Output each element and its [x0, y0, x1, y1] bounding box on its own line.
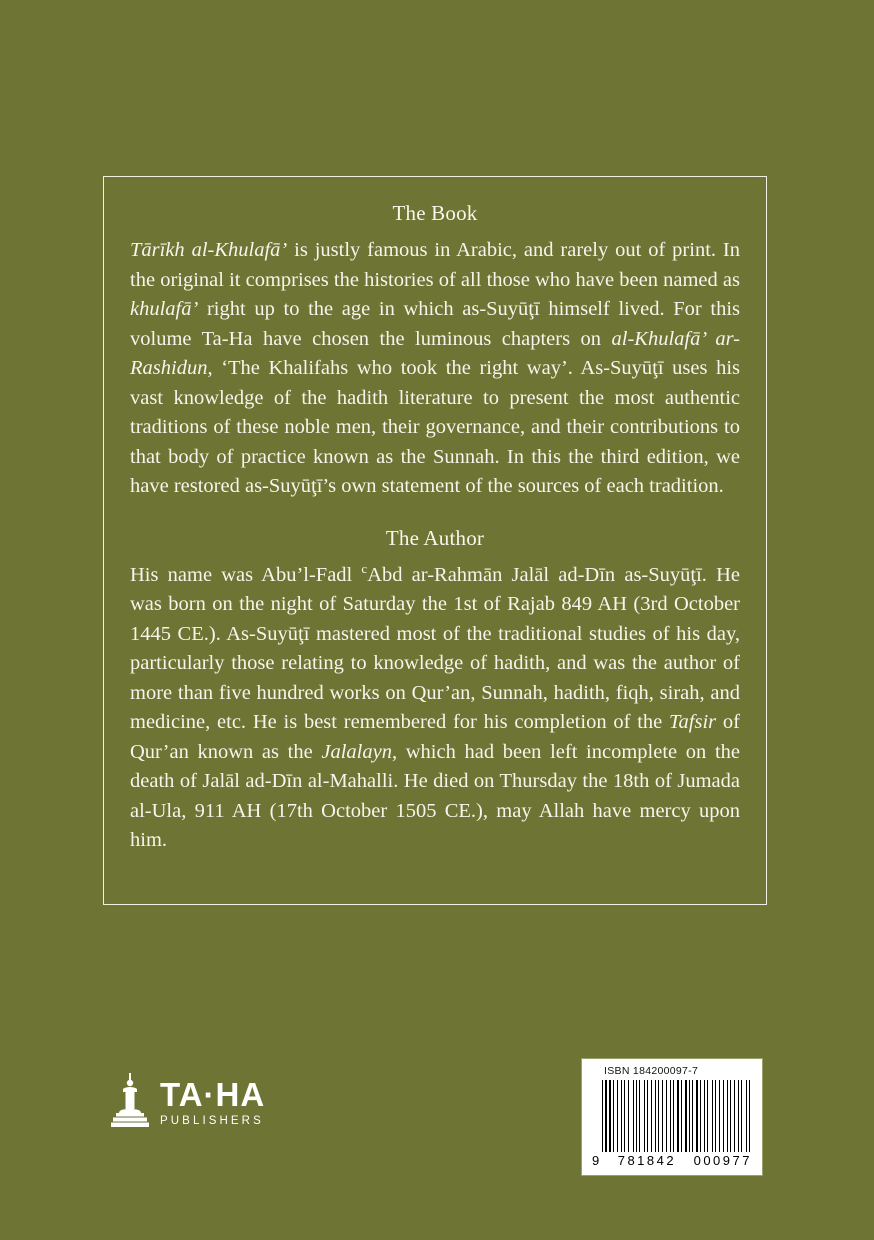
author-section-heading: The Author	[385, 525, 485, 550]
barcode-digits	[590, 1153, 754, 1168]
blurb-frame	[103, 176, 767, 905]
minaret-logo-icon	[110, 1073, 150, 1129]
publisher-subtitle: PUBLISHERS	[160, 1114, 264, 1127]
book-section-paragraph: Tārīkh al-Khulafā’ is justly famous in Arabic, and rarely out of print. In the original it comprises the histories of all those who have been named as khulafā’ right up to the age in which as-Suyūţī himself lived. For this volume Ta-Ha have chosen the luminous chapters on al-Khulafā’ ar-Rashidun, ‘The Khalifahs who took the right way’. As-Suyūţī uses his vast knowledge of the hadith literature to present the most authentic traditions of these noble men, their governance, and their contributions to that body of practice known as the Sunnah. In this the third edition, we have restored as-Suyūţī’s own statement of the sources of each tradition.	[130, 239, 740, 497]
barcode	[581, 1058, 763, 1176]
book-section-heading: The Book	[392, 201, 478, 225]
barcode-bars	[602, 1080, 752, 1152]
publisher-text	[160, 1075, 266, 1130]
publisher-logo	[110, 1073, 265, 1129]
publisher-name: TA·HA	[160, 1075, 266, 1113]
barcode-digit-left: 9	[592, 1153, 601, 1168]
barcode-digit-group-2: 000977	[693, 1153, 752, 1168]
author-section-paragraph: His name was Abu’l-Fadl $^c$Abd ar-Rahmān Jalāl ad-Dīn as-Suyūţī. He was born on the night of Saturday the 1st of Rajab 849 AH (3rd October 1445 CE.). As-Suyūţī mastered most of the traditional studies of his day, particularly those relating to knowledge of hadith, and was the author of more than five hundred works on Qur’an, Sunnah, hadith, fiqh, sirah, and medicine, etc. He is best remembered for his completion of the Tafsir of Qur’an known as the Jalalayn, which had been left incomplete on the death of Jalāl ad-Dīn al-Mahalli. He died on Thursday the 18th of Jumada al-Ula, 911 AH (17th October 1505 CE.), may Allah have mercy upon him.	[130, 560, 740, 851]
barcode-digit-group-1: 781842	[617, 1153, 677, 1168]
isbn-label: ISBN 184200097-7	[604, 1065, 699, 1077]
blurb-content	[104, 177, 766, 856]
